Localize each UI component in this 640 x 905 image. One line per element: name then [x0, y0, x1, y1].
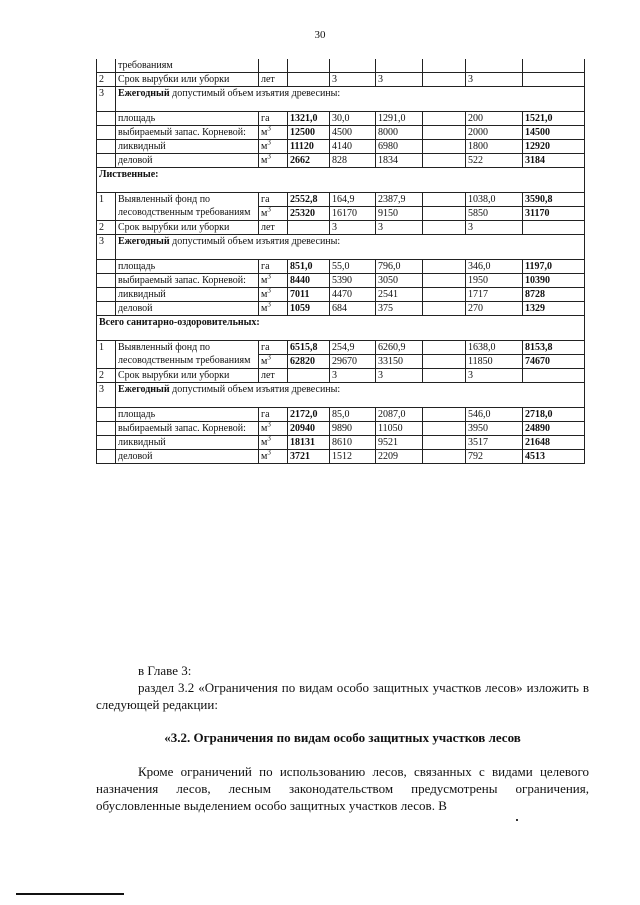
value-cell: [423, 154, 466, 168]
value-cell: 21648: [523, 436, 585, 450]
row-number-cell: [97, 260, 116, 274]
value-cell: [423, 193, 466, 207]
row-number-cell: [97, 288, 116, 302]
row-label-cell: ликвидный: [116, 436, 259, 450]
value-cell: 1038,0: [466, 193, 523, 207]
table-row: [97, 408, 585, 422]
value-cell: 8000: [376, 126, 423, 140]
value-cell: 164,9: [330, 193, 376, 207]
row-label-cell: Срок вырубки или уборки: [116, 369, 259, 383]
value-cell: 7011: [288, 288, 330, 302]
annual-volume-heading: [116, 87, 585, 112]
table-row: [97, 288, 585, 302]
unit-text: га: [261, 261, 270, 272]
value-cell: 3517: [466, 436, 523, 450]
value-cell: [523, 59, 585, 73]
value-cell: 3: [376, 73, 423, 87]
value-cell: [376, 59, 423, 73]
row-label-cell: деловой: [116, 302, 259, 316]
value-cell: 270: [466, 302, 523, 316]
value-cell: 16170: [330, 207, 376, 221]
value-cell: 14500: [523, 126, 585, 140]
value-cell: [423, 302, 466, 316]
row-number-cell: 2: [97, 73, 116, 87]
row-label-cell: выбираемый запас. Корневой:: [116, 422, 259, 436]
value-cell: 2209: [376, 450, 423, 464]
value-cell: 346,0: [466, 260, 523, 274]
value-cell: 2718,0: [523, 408, 585, 422]
table-row: [97, 235, 585, 260]
value-cell: 24890: [523, 422, 585, 436]
unit-cell: [259, 154, 288, 168]
value-cell: 8728: [523, 288, 585, 302]
value-cell: 10390: [523, 274, 585, 288]
unit-cell: [259, 450, 288, 464]
annual-volume-heading: [116, 235, 585, 260]
value-cell: [523, 221, 585, 235]
value-cell: [423, 260, 466, 274]
unit-exponent: 3: [267, 125, 271, 133]
row-label-cell: Выявленный фонд по лесоводственным требованиям: [116, 193, 259, 221]
row-number-cell: [97, 450, 116, 464]
value-cell: 6515,8: [288, 341, 330, 355]
value-cell: 3: [330, 369, 376, 383]
unit-text: м: [261, 289, 268, 300]
footer-rule: [16, 893, 124, 895]
annual-bold: Ежегодный: [118, 88, 170, 99]
value-cell: 1321,0: [288, 112, 330, 126]
value-cell: 85,0: [330, 408, 376, 422]
unit-cell: [259, 288, 288, 302]
unit-text: м: [261, 303, 268, 314]
row-number-cell: 3: [97, 383, 116, 408]
value-cell: 254,9: [330, 341, 376, 355]
row-label-cell: Выявленный фонд по лесоводственным требованиям: [116, 341, 259, 369]
value-cell: [330, 59, 376, 73]
unit-text: м: [261, 155, 268, 166]
unit-text: м: [261, 423, 268, 434]
value-cell: 18131: [288, 436, 330, 450]
section-title: Лиственные:: [97, 168, 585, 193]
stray-mark: [516, 819, 518, 821]
table-row: [97, 341, 585, 355]
unit-cell: [259, 260, 288, 274]
value-cell: 9890: [330, 422, 376, 436]
unit-cell: [259, 140, 288, 154]
value-cell: 55,0: [330, 260, 376, 274]
value-cell: [423, 341, 466, 355]
value-cell: 3: [376, 221, 423, 235]
unit-text: м: [261, 127, 268, 138]
table-row: [97, 154, 585, 168]
annual-rest: допустимый объем изъятия древесины:: [169, 88, 341, 99]
value-cell: [423, 59, 466, 73]
table-row: [97, 193, 585, 207]
value-cell: 5850: [466, 207, 523, 221]
value-cell: [423, 288, 466, 302]
value-cell: [423, 140, 466, 154]
value-cell: 74670: [523, 355, 585, 369]
value-cell: 4513: [523, 450, 585, 464]
unit-text: га: [261, 409, 270, 420]
value-cell: 1950: [466, 274, 523, 288]
value-cell: 11120: [288, 140, 330, 154]
unit-text: м: [261, 141, 268, 152]
row-number-cell: 2: [97, 221, 116, 235]
value-cell: [288, 73, 330, 87]
unit-cell: [259, 274, 288, 288]
value-cell: 6980: [376, 140, 423, 154]
row-number-cell: [97, 59, 116, 73]
table-row: [97, 422, 585, 436]
unit-cell: [259, 341, 288, 355]
unit-cell: [259, 436, 288, 450]
value-cell: 25320: [288, 207, 330, 221]
value-cell: 2662: [288, 154, 330, 168]
value-cell: 3050: [376, 274, 423, 288]
value-cell: [423, 274, 466, 288]
unit-cell: [259, 112, 288, 126]
row-number-cell: [97, 274, 116, 288]
unit-cell: [259, 302, 288, 316]
unit-cell: [259, 193, 288, 207]
unit-cell: [259, 422, 288, 436]
annual-rest: допустимый объем изъятия древесины:: [169, 384, 341, 395]
value-cell: [423, 436, 466, 450]
value-cell: 796,0: [376, 260, 423, 274]
row-label-cell: площадь: [116, 260, 259, 274]
row-label-cell: Срок вырубки или уборки: [116, 221, 259, 235]
value-cell: 546,0: [466, 408, 523, 422]
value-cell: 4500: [330, 126, 376, 140]
value-cell: 3: [466, 73, 523, 87]
chapter-line: в Главе 3:: [138, 663, 192, 678]
value-cell: 29670: [330, 355, 376, 369]
unit-exponent: 3: [267, 206, 271, 214]
value-cell: 12500: [288, 126, 330, 140]
value-cell: [423, 73, 466, 87]
value-cell: 1329: [523, 302, 585, 316]
value-cell: 20940: [288, 422, 330, 436]
value-cell: 3: [466, 221, 523, 235]
value-cell: [259, 59, 288, 73]
unit-exponent: 3: [267, 273, 271, 281]
unit-exponent: 3: [267, 139, 271, 147]
value-cell: [423, 450, 466, 464]
value-cell: 4470: [330, 288, 376, 302]
unit-text: м: [261, 208, 268, 219]
row-label-cell: ликвидный: [116, 288, 259, 302]
row-label-cell: площадь: [116, 408, 259, 422]
value-cell: 3721: [288, 450, 330, 464]
unit-text: га: [261, 194, 270, 205]
value-cell: 11050: [376, 422, 423, 436]
table-row: [97, 140, 585, 154]
unit-cell: лет: [259, 369, 288, 383]
page-number: 30: [314, 29, 326, 41]
value-cell: 2172,0: [288, 408, 330, 422]
row-number-cell: 1: [97, 193, 116, 221]
annual-bold: Ежегодный: [118, 384, 170, 395]
unit-exponent: 3: [267, 354, 271, 362]
unit-cell: [259, 408, 288, 422]
row-number-cell: 3: [97, 87, 116, 112]
value-cell: 8153,8: [523, 341, 585, 355]
table-row: [97, 221, 585, 235]
row-number-cell: [97, 140, 116, 154]
value-cell: 1834: [376, 154, 423, 168]
table-row: [97, 260, 585, 274]
unit-text: м: [261, 437, 268, 448]
value-cell: 5390: [330, 274, 376, 288]
unit-text: га: [261, 342, 270, 353]
unit-exponent: 3: [267, 301, 271, 309]
value-cell: 3950: [466, 422, 523, 436]
value-cell: 4140: [330, 140, 376, 154]
value-cell: 2541: [376, 288, 423, 302]
row-number-cell: [97, 112, 116, 126]
unit-exponent: 3: [267, 449, 271, 457]
unit-exponent: 3: [267, 435, 271, 443]
value-cell: 3: [330, 221, 376, 235]
value-cell: [423, 221, 466, 235]
value-cell: 8610: [330, 436, 376, 450]
annual-rest: допустимый объем изъятия древесины:: [169, 236, 341, 247]
value-cell: 6260,9: [376, 341, 423, 355]
value-cell: 1291,0: [376, 112, 423, 126]
table-row: [97, 73, 585, 87]
row-label-cell: деловой: [116, 154, 259, 168]
unit-text: м: [261, 451, 268, 462]
value-cell: 1059: [288, 302, 330, 316]
unit-cell: лет: [259, 221, 288, 235]
unit-cell: [259, 207, 288, 221]
value-cell: [288, 221, 330, 235]
value-cell: 200: [466, 112, 523, 126]
value-cell: 2000: [466, 126, 523, 140]
value-cell: 30,0: [330, 112, 376, 126]
row-number-cell: 2: [97, 369, 116, 383]
row-label-cell: площадь: [116, 112, 259, 126]
section-title: Всего санитарно-оздоровительных:: [97, 316, 585, 341]
unit-exponent: 3: [267, 153, 271, 161]
annual-bold: Ежегодный: [118, 236, 170, 247]
instruction-paragraph: раздел 3.2 «Ограничения по видам особо защитных участков лесов» изложить в следующей редакции:: [96, 680, 589, 712]
continuation-cell: требованиям: [116, 59, 259, 73]
value-cell: [423, 126, 466, 140]
value-cell: 3: [376, 369, 423, 383]
unit-exponent: 3: [267, 287, 271, 295]
table-row: [97, 316, 585, 341]
value-cell: [288, 369, 330, 383]
row-number-cell: 3: [97, 235, 116, 260]
unit-text: м: [261, 356, 268, 367]
value-cell: 684: [330, 302, 376, 316]
value-cell: 1638,0: [466, 341, 523, 355]
row-number-cell: [97, 422, 116, 436]
body-paragraph: Кроме ограничений по использованию лесов, связанных с видами целевого назначения лесов, лесным законодательством предусмотрены ограничения, обусловленные выделением особо защитных участков лесов. В: [96, 764, 589, 813]
value-cell: 1521,0: [523, 112, 585, 126]
row-number-cell: [97, 154, 116, 168]
unit-cell: [259, 126, 288, 140]
value-cell: 9150: [376, 207, 423, 221]
table-row: [97, 126, 585, 140]
table-row: [97, 87, 585, 112]
value-cell: 11850: [466, 355, 523, 369]
row-number-cell: [97, 126, 116, 140]
value-cell: 3184: [523, 154, 585, 168]
row-label-cell: ликвидный: [116, 140, 259, 154]
section-heading: «3.2. Ограничения по видам особо защитных участков лесов: [164, 730, 521, 745]
value-cell: [466, 59, 523, 73]
row-number-cell: [97, 408, 116, 422]
value-cell: 12920: [523, 140, 585, 154]
unit-exponent: 3: [267, 421, 271, 429]
value-cell: [423, 369, 466, 383]
value-cell: [423, 408, 466, 422]
unit-cell: [259, 355, 288, 369]
value-cell: 9521: [376, 436, 423, 450]
value-cell: 1800: [466, 140, 523, 154]
table-row: [97, 59, 585, 73]
value-cell: 31170: [523, 207, 585, 221]
annual-volume-heading: [116, 383, 585, 408]
row-number-cell: [97, 302, 116, 316]
table-row: [97, 168, 585, 193]
table-row: [97, 450, 585, 464]
row-label-cell: выбираемый запас. Корневой:: [116, 126, 259, 140]
value-cell: 1512: [330, 450, 376, 464]
value-cell: 1197,0: [523, 260, 585, 274]
table-row: [97, 436, 585, 450]
value-cell: 828: [330, 154, 376, 168]
row-number-cell: 1: [97, 341, 116, 369]
value-cell: 3590,8: [523, 193, 585, 207]
value-cell: [423, 422, 466, 436]
value-cell: 1717: [466, 288, 523, 302]
row-label-cell: выбираемый запас. Корневой:: [116, 274, 259, 288]
value-cell: [523, 73, 585, 87]
value-cell: 3: [466, 369, 523, 383]
value-cell: 33150: [376, 355, 423, 369]
row-number-cell: [97, 436, 116, 450]
unit-cell: лет: [259, 73, 288, 87]
value-cell: 2387,9: [376, 193, 423, 207]
table-row: [97, 383, 585, 408]
value-cell: 792: [466, 450, 523, 464]
forest-volume-table: [96, 59, 585, 464]
row-label-cell: деловой: [116, 450, 259, 464]
table-row: [97, 302, 585, 316]
value-cell: 62820: [288, 355, 330, 369]
table-row: [97, 274, 585, 288]
unit-text: га: [261, 113, 270, 124]
value-cell: 375: [376, 302, 423, 316]
value-cell: [423, 112, 466, 126]
value-cell: 851,0: [288, 260, 330, 274]
value-cell: [523, 369, 585, 383]
table-row: [97, 112, 585, 126]
row-label-cell: Срок вырубки или уборки: [116, 73, 259, 87]
value-cell: 2552,8: [288, 193, 330, 207]
value-cell: 3: [330, 73, 376, 87]
value-cell: 8440: [288, 274, 330, 288]
unit-text: м: [261, 275, 268, 286]
value-cell: 522: [466, 154, 523, 168]
table-row: [97, 369, 585, 383]
value-cell: [288, 59, 330, 73]
value-cell: [423, 207, 466, 221]
value-cell: 2087,0: [376, 408, 423, 422]
value-cell: [423, 355, 466, 369]
